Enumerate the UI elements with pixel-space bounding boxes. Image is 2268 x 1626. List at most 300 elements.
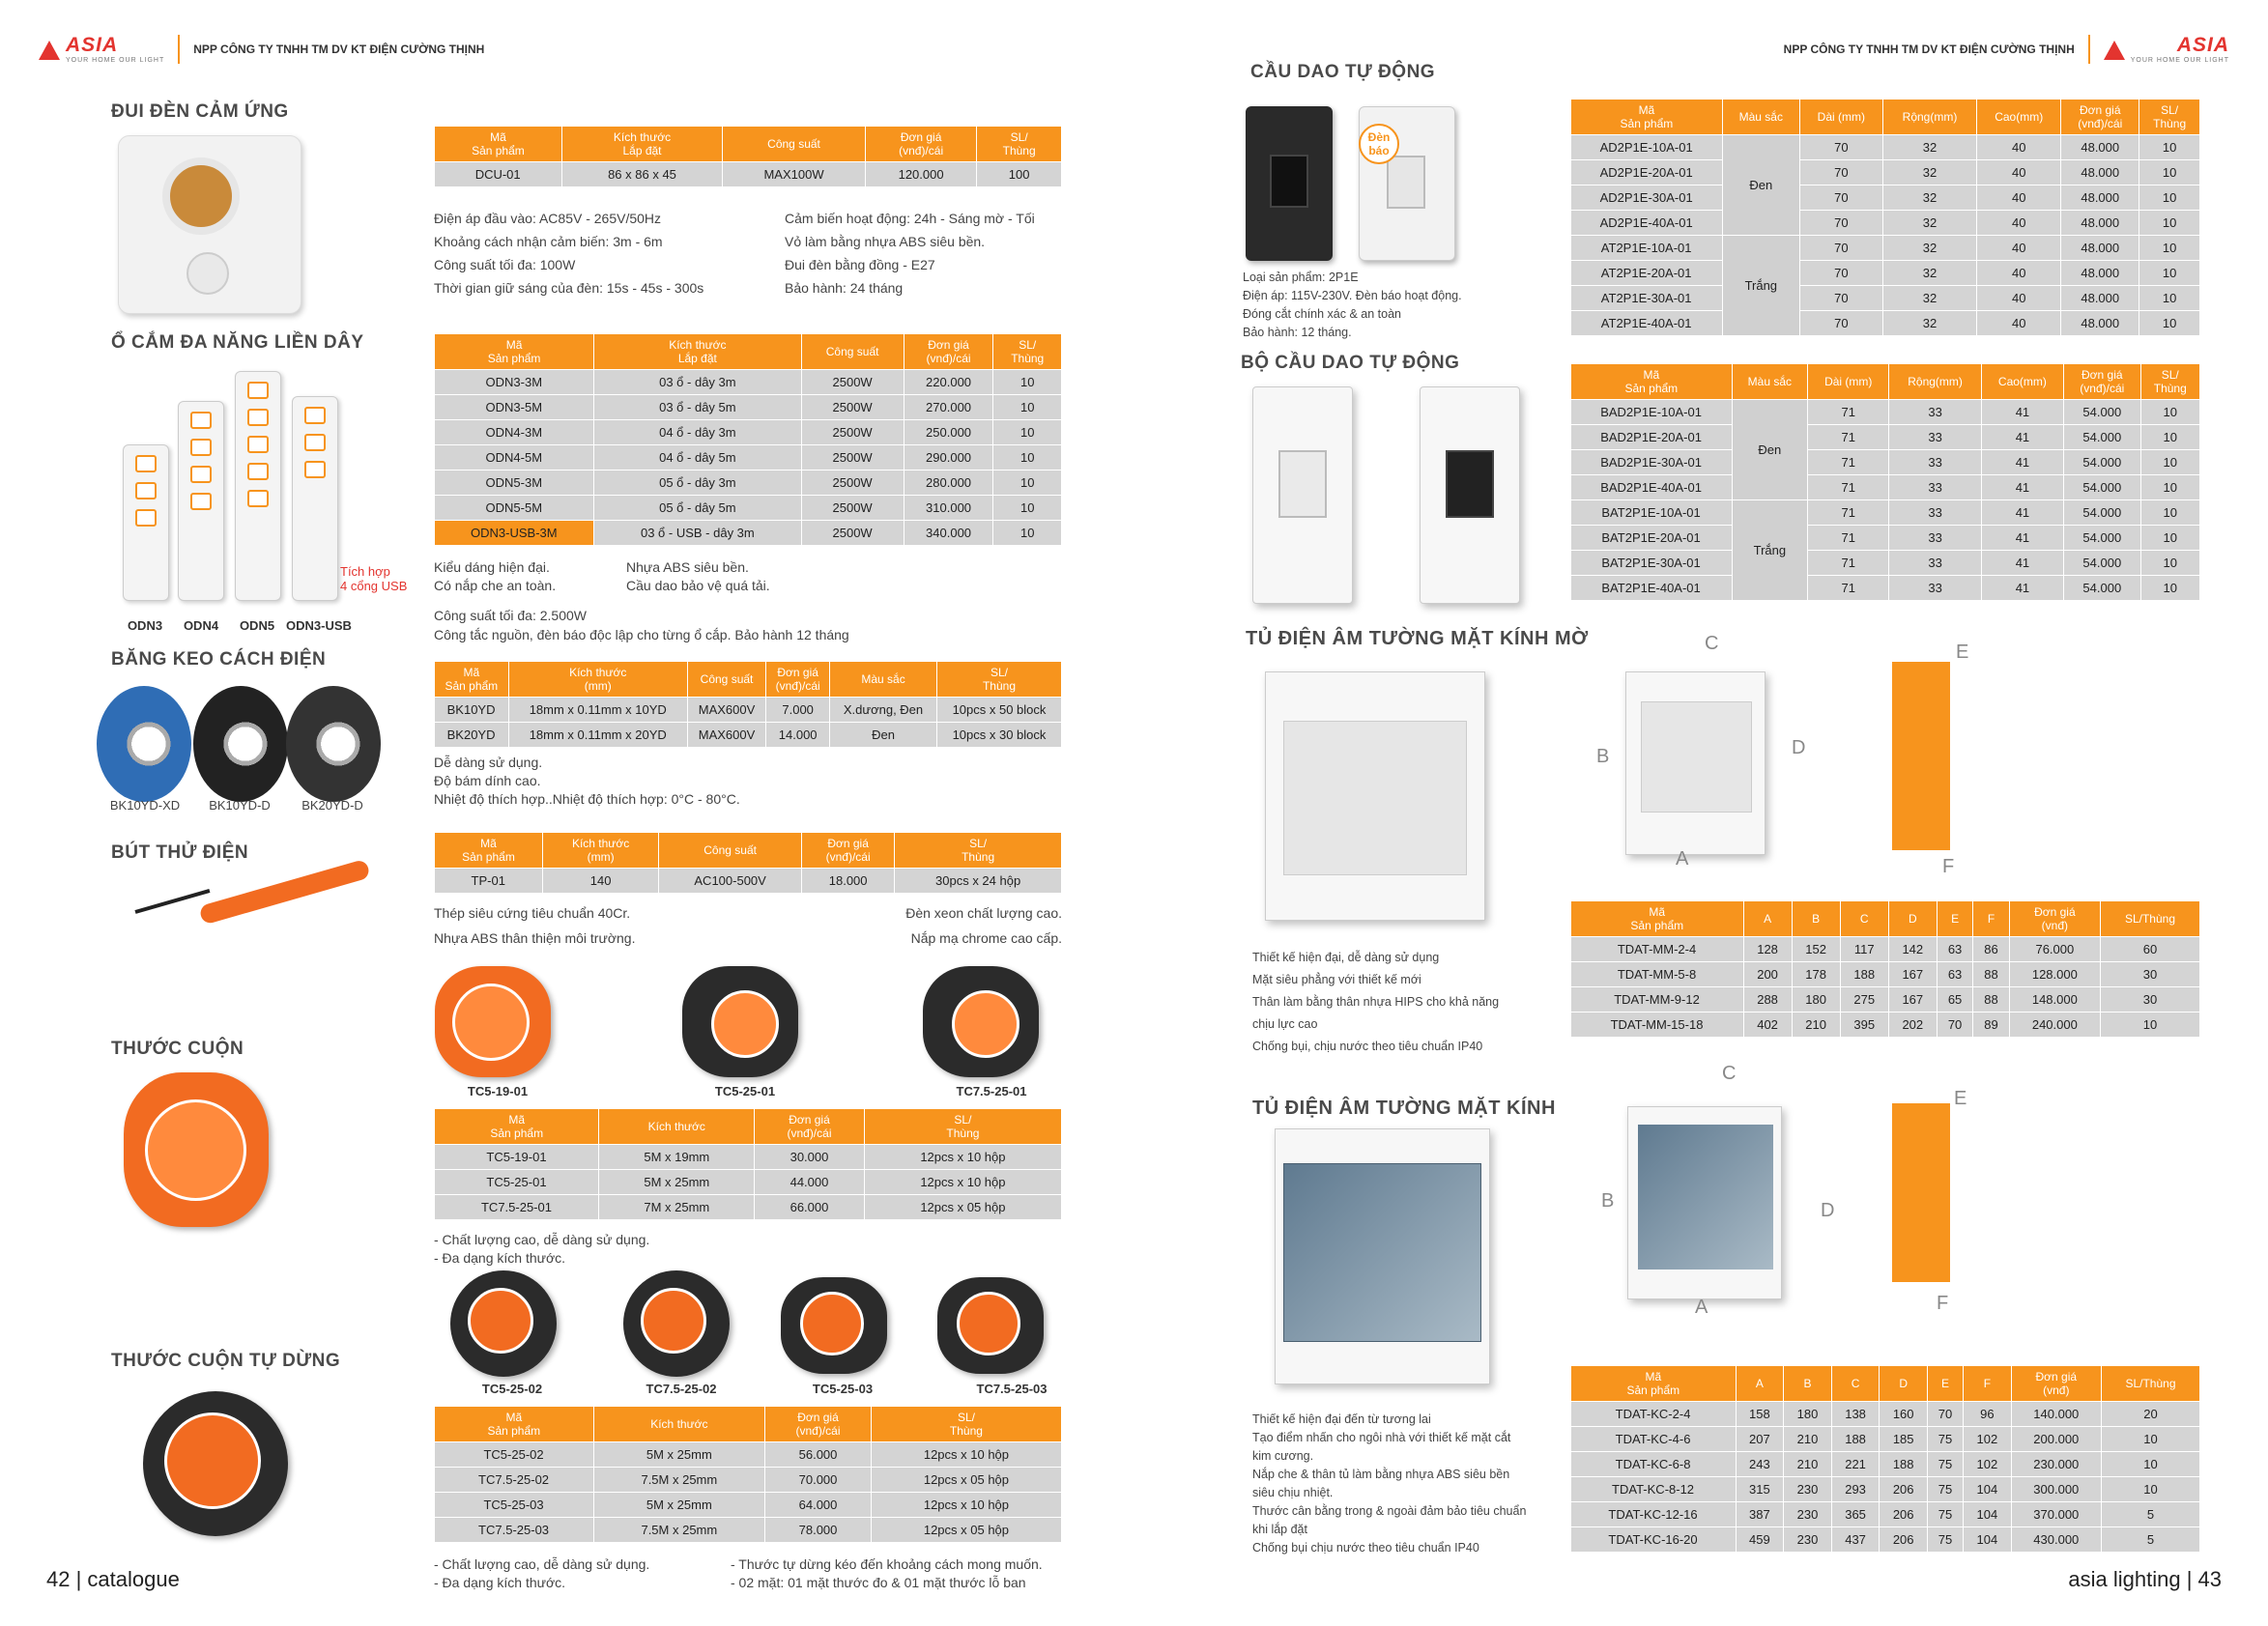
table-header-cell: Đơn giá (vnđ)/cái <box>755 1109 865 1145</box>
table-cell: 54.000 <box>2064 400 2140 425</box>
table-cell: 65 <box>1937 987 1972 1013</box>
table-cell: 03 ổ - dây 3m <box>594 370 801 395</box>
table-cell: 10 <box>2139 286 2200 311</box>
table-header-cell: Đơn giá (vnđ)/cái <box>765 1407 872 1442</box>
table-cell: TC7.5-25-02 <box>435 1468 594 1493</box>
note-line: Công suất tối đa: 100W <box>434 257 576 272</box>
table-cell: BAT2P1E-20A-01 <box>1571 526 1733 551</box>
table-thuoc-tu-dung <box>434 1406 1062 1543</box>
table-cell: 10 <box>2100 1013 2199 1038</box>
table-cell: 18mm x 0.11mm x 20YD <box>508 723 687 748</box>
table-cell: 250.000 <box>904 420 993 445</box>
table-cell: 71 <box>1808 526 1889 551</box>
table-cell: 71 <box>1808 475 1889 500</box>
note-line: - 02 mặt: 01 mặt thước đo & 01 mặt thước lỗ ban <box>731 1575 1026 1590</box>
table-cell: 10pcs x 30 block <box>936 723 1061 748</box>
table-header-cell: D <box>1880 1366 1928 1402</box>
table-cell: 10 <box>2101 1427 2199 1452</box>
table-cell: 32 <box>1882 211 1976 236</box>
cabinet-glass-dim-image <box>1627 1106 1782 1299</box>
table-cell: 185 <box>1880 1427 1928 1452</box>
tape-measure-main-image <box>124 1072 269 1227</box>
table-row <box>435 521 1062 546</box>
caption-tc5-25-01: TC5-25-01 <box>714 1084 776 1098</box>
table-header-cell: Kích thước Lắp đặt <box>561 127 722 162</box>
table-header-cell: Cao(mm) <box>1981 364 2063 400</box>
brand-name: ASIA <box>66 34 119 56</box>
table-cell: 5 <box>2101 1527 2199 1553</box>
asia-logo-icon <box>39 39 60 60</box>
table-cell: 76.000 <box>2009 937 2100 962</box>
dim-label-b-kinh: B <box>1601 1190 1615 1212</box>
table-cell: 437 <box>1831 1527 1880 1553</box>
table-cell: 12pcs x 10 hộp <box>864 1170 1061 1195</box>
tape-black-image <box>193 686 288 802</box>
table-header-cell: Mã Sản phẩm <box>435 127 562 162</box>
table-cell: 03 ổ - dây 5m <box>594 395 801 420</box>
table-header-cell: Mã Sản phẩm <box>1571 1366 1737 1402</box>
note-line: Thiết kế hiện đại, dễ dàng sử dụng <box>1252 951 1440 964</box>
table-cell: TDAT-KC-8-12 <box>1571 1477 1737 1502</box>
table-cell: 32 <box>1882 236 1976 261</box>
table-cell: 220.000 <box>904 370 993 395</box>
table-row <box>435 1442 1062 1468</box>
table-cell: AT2P1E-10A-01 <box>1571 236 1723 261</box>
table-cell: 70 <box>1799 185 1882 211</box>
table-row <box>1571 526 2200 551</box>
table-row <box>435 1493 1062 1518</box>
usb-note: Tích hợp 4 cổng USB <box>340 564 408 593</box>
table-cell: TC7.5-25-03 <box>435 1518 594 1543</box>
footer-right: asia lighting | 43 <box>2068 1567 2222 1591</box>
table-header-cell: A <box>1743 901 1792 937</box>
tape-black-20-image <box>286 686 381 802</box>
table-cell: 104 <box>1964 1502 2012 1527</box>
table-cell: 05 ổ - dây 5m <box>594 496 801 521</box>
table-cell: AD2P1E-40A-01 <box>1571 211 1723 236</box>
brand-name-right: ASIA <box>2176 34 2229 56</box>
table-cell: 210 <box>1784 1452 1832 1477</box>
table-cell: 395 <box>1840 1013 1888 1038</box>
dim-label-d-kinh: D <box>1821 1200 1835 1221</box>
table-bang-keo <box>434 661 1062 748</box>
table-cell: 206 <box>1880 1527 1928 1553</box>
table-cell: 54.000 <box>2064 475 2140 500</box>
table-cell: 230 <box>1784 1527 1832 1553</box>
table-header-cell: B <box>1792 901 1840 937</box>
table-header-cell: F <box>1973 901 2009 937</box>
test-pen-image <box>135 870 387 927</box>
table-cell: 5 <box>2101 1502 2199 1527</box>
table-header-cell: SL/ Thùng <box>936 662 1061 698</box>
notes-dui-den-right <box>785 207 1035 300</box>
table-cell: 5M x 25mm <box>593 1442 765 1468</box>
table-cell: 370.000 <box>2011 1502 2101 1527</box>
table-cell: BK20YD <box>435 723 509 748</box>
table-cell: 104 <box>1964 1477 2012 1502</box>
table-cell: 63 <box>1937 937 1972 962</box>
table-row <box>435 445 1062 471</box>
table-cell: ODN3-5M <box>435 395 594 420</box>
table-cell: 70 <box>1937 1013 1972 1038</box>
table-header-row <box>435 833 1062 869</box>
table-cell: 70 <box>1799 211 1882 236</box>
table-cell: 207 <box>1736 1427 1784 1452</box>
table-cell: 10 <box>2139 135 2200 160</box>
section-title-o-cam: Ổ CẮM ĐA NĂNG LIỀN DÂY <box>111 332 364 353</box>
table-cell: 33 <box>1889 500 1981 526</box>
table-header-cell: F <box>1964 1366 2012 1402</box>
note-line: khi lắp đặt <box>1252 1523 1307 1536</box>
table-cell: 70 <box>1799 160 1882 185</box>
note-line: Công suất tối đa: 2.500W <box>434 608 587 623</box>
table-cell: 10 <box>993 395 1062 420</box>
table-cell: DCU-01 <box>435 162 562 187</box>
table-row <box>1571 450 2200 475</box>
table-cell: Đen <box>830 723 937 748</box>
table-bo-cau-dao <box>1570 363 2200 601</box>
table-cell: BAD2P1E-30A-01 <box>1571 450 1733 475</box>
table-header-cell: Đơn giá (vnđ)/cái <box>904 334 993 370</box>
table-cell: 140.000 <box>2011 1402 2101 1427</box>
table-cell: 387 <box>1736 1502 1784 1527</box>
table-cell: 30 <box>2100 962 2199 987</box>
table-row <box>1571 211 2200 236</box>
table-cell: 70.000 <box>765 1468 872 1493</box>
dim-label-a-kinh: A <box>1695 1297 1708 1318</box>
table-tu-mo <box>1570 900 2200 1038</box>
table-cell: 7.000 <box>766 698 830 723</box>
table-cell: BAT2P1E-40A-01 <box>1571 576 1733 601</box>
table-header-cell: E <box>1937 901 1972 937</box>
table-cell: 430.000 <box>2011 1527 2101 1553</box>
table-header-cell: Kích thước (mm) <box>508 662 687 698</box>
table-cell: 200 <box>1743 962 1792 987</box>
table-row <box>435 471 1062 496</box>
caption-tc5-19-01: TC5-19-01 <box>467 1084 529 1098</box>
table-header-cell: Mã Sản phẩm <box>435 662 509 698</box>
table-cell: 33 <box>1889 475 1981 500</box>
table-cell: 54.000 <box>2064 450 2140 475</box>
table-cell: 71 <box>1808 576 1889 601</box>
table-header-row <box>1571 1366 2200 1402</box>
table-header-cell: Dài (mm) <box>1808 364 1889 400</box>
table-row <box>1571 500 2200 526</box>
table-cell: 10 <box>2140 500 2200 526</box>
caption-tc7-25-02: TC7.5-25-02 <box>646 1382 717 1396</box>
dim-label-d-mo: D <box>1792 737 1806 758</box>
table-cell: 33 <box>1889 450 1981 475</box>
note-line: Thân làm bằng thân nhựa HIPS cho khả năng <box>1252 995 1500 1009</box>
note-line: Vỏ làm bằng nhựa ABS siêu bền. <box>785 234 986 249</box>
table-row <box>1571 135 2200 160</box>
table-cell: 75 <box>1927 1427 1963 1452</box>
table-row <box>1571 261 2200 286</box>
dim-label-c-mo: C <box>1705 633 1719 654</box>
table-cell: AT2P1E-30A-01 <box>1571 286 1723 311</box>
caption-tc5-25-03: TC5-25-03 <box>812 1382 874 1396</box>
caption-odn3: ODN3 <box>127 618 163 633</box>
table-cell: 459 <box>1736 1527 1784 1553</box>
table-cell: 20 <box>2101 1402 2199 1427</box>
table-cell: 288 <box>1743 987 1792 1013</box>
table-cell: 10 <box>2140 425 2200 450</box>
table-row <box>1571 551 2200 576</box>
breaker-black-image <box>1246 106 1333 261</box>
table-cell: 32 <box>1882 286 1976 311</box>
table-row <box>435 420 1062 445</box>
table-cell: 148.000 <box>2009 987 2100 1013</box>
table-cau-dao <box>1570 99 2200 336</box>
table-header-cell: Đơn giá (vnđ)/cái <box>2064 364 2140 400</box>
table-cell: BAD2P1E-40A-01 <box>1571 475 1733 500</box>
table-cell: 202 <box>1888 1013 1937 1038</box>
table-cell: 2500W <box>801 370 904 395</box>
note-line: - Chất lượng cao, dễ dàng sử dụng. <box>434 1556 650 1572</box>
table-cell: 04 ổ - dây 3m <box>594 420 801 445</box>
table-cell: 05 ổ - dây 3m <box>594 471 801 496</box>
notes-bang-keo <box>434 754 740 809</box>
table-cell: X.dương, Đen <box>830 698 937 723</box>
table-cell: TC5-25-03 <box>435 1493 594 1518</box>
section-title-cau-dao: CẦU DAO TỰ ĐỘNG <box>1250 62 1436 82</box>
table-cell: ODN3-3M <box>435 370 594 395</box>
table-header-row <box>435 662 1062 698</box>
table-row <box>435 1468 1062 1493</box>
table-header-cell: Cao(mm) <box>1977 100 2061 135</box>
dim-label-a-mo: A <box>1676 848 1689 870</box>
table-cell: TDAT-MM-15-18 <box>1571 1013 1744 1038</box>
table-cell: 71 <box>1808 400 1889 425</box>
table-cell: 12pcs x 05 hộp <box>871 1468 1061 1493</box>
table-row <box>1571 425 2200 450</box>
table-header-cell: Mã Sản phẩm <box>1571 364 1733 400</box>
table-cell: 138 <box>1831 1402 1880 1427</box>
table-header-cell: SL/ Thùng <box>2139 100 2200 135</box>
table-cell: BAT2P1E-30A-01 <box>1571 551 1733 576</box>
table-cell: 88 <box>1973 987 2009 1013</box>
table-cell: 402 <box>1743 1013 1792 1038</box>
indicator-badge: Đèn báo <box>1359 124 1399 164</box>
outlet-odn3-image <box>123 444 169 601</box>
table-cell: 54.000 <box>2064 526 2140 551</box>
table-header-row <box>435 334 1062 370</box>
table-header-cell: Mã Sản phẩm <box>435 833 543 869</box>
table-cell: 48.000 <box>2061 236 2139 261</box>
cabinet-frosted-dim-image <box>1625 671 1766 855</box>
table-cell: 54.000 <box>2064 551 2140 576</box>
dim-label-f-mo: F <box>1942 856 1955 877</box>
table-header-cell: Màu sắc <box>1722 100 1799 135</box>
note-line: Có nắp che an toàn. <box>434 578 557 593</box>
table-cell: 102 <box>1964 1427 2012 1452</box>
table-cell: 10 <box>993 471 1062 496</box>
table-cell: 18mm x 0.11mm x 10YD <box>508 698 687 723</box>
table-cell: 89 <box>1973 1013 2009 1038</box>
table-cell: 12pcs x 10 hộp <box>871 1493 1061 1518</box>
note-line: Công tắc nguồn, đèn báo độc lập cho từng ổ cắp. Bảo hành 12 tháng <box>434 627 849 642</box>
note-line: Nắp mạ chrome cao cấp. <box>910 930 1062 946</box>
table-cell: MAX600V <box>687 723 765 748</box>
outlet-odn5-image <box>235 371 281 601</box>
table-cell: 56.000 <box>765 1442 872 1468</box>
table-cell: 40 <box>1977 286 2061 311</box>
table-cell: 32 <box>1882 261 1976 286</box>
table-row <box>1571 286 2200 311</box>
table-cell: 70 <box>1927 1402 1963 1427</box>
notes-tu-mo <box>1252 947 1499 1058</box>
table-header-cell: SL/ Thùng <box>977 127 1062 162</box>
note-line: Bảo hành: 12 tháng. <box>1243 326 1352 339</box>
note-line: Thép siêu cứng tiêu chuẩn 40Cr. <box>434 905 631 921</box>
table-cell: 70 <box>1799 236 1882 261</box>
table-cell: 188 <box>1880 1452 1928 1477</box>
table-cell: 70 <box>1799 261 1882 286</box>
table-cell: 88 <box>1973 962 2009 987</box>
table-cell: BK10YD <box>435 698 509 723</box>
notes-thuoc-tu-dung-left <box>434 1555 649 1592</box>
table-row <box>1571 576 2200 601</box>
table-thuoc-cuon <box>434 1108 1062 1220</box>
table-cell: 41 <box>1981 500 2063 526</box>
note-line: kim cương. <box>1252 1449 1314 1463</box>
table-cell: 40 <box>1977 236 2061 261</box>
company-name: NPP CÔNG TY TNHH TM DV KT ĐIỆN CƯỜNG THỊNH <box>193 43 485 56</box>
table-cell: 33 <box>1889 551 1981 576</box>
table-cell: 48.000 <box>2061 286 2139 311</box>
table-cell: 310.000 <box>904 496 993 521</box>
table-cell: 300.000 <box>2011 1477 2101 1502</box>
table-cell: 104 <box>1964 1527 2012 1553</box>
table-row <box>1571 1452 2200 1477</box>
company-name-right: NPP CÔNG TY TNHH TM DV KT ĐIỆN CƯỜNG THỊNH <box>1783 43 2075 56</box>
table-cell: 10 <box>2101 1452 2199 1477</box>
table-cell: 10 <box>2139 261 2200 286</box>
note-line: siêu chịu nhiệt. <box>1252 1486 1334 1499</box>
table-cell: ODN5-5M <box>435 496 594 521</box>
table-header-row <box>1571 364 2200 400</box>
table-cell: 12pcs x 05 hộp <box>864 1195 1061 1220</box>
table-cell: 75 <box>1927 1452 1963 1477</box>
note-line: Kiểu dáng hiện đại. <box>434 559 550 575</box>
table-cell: 117 <box>1840 937 1888 962</box>
table-cell: 64.000 <box>765 1493 872 1518</box>
dim-label-b-mo: B <box>1596 746 1610 767</box>
table-header-cell: Mã Sản phẩm <box>435 1407 594 1442</box>
notes-thuoc-tu-dung-right <box>731 1555 1043 1592</box>
caption-bk20yd-d: BK20YD-D <box>301 798 363 813</box>
table-cell: 32 <box>1882 135 1976 160</box>
table-cell: 210 <box>1784 1427 1832 1452</box>
table-cell: AC100-500V <box>659 869 802 894</box>
table-cell: 210 <box>1792 1013 1840 1038</box>
table-cell: 41 <box>1981 400 2063 425</box>
table-row <box>1571 1402 2200 1427</box>
table-cell: Trắng <box>1722 236 1799 336</box>
table-cell: 75 <box>1927 1527 1963 1553</box>
notes-o-cam-b <box>626 558 770 595</box>
caption-tc7-25-03: TC7.5-25-03 <box>976 1382 1048 1396</box>
table-cell: MAX600V <box>687 698 765 723</box>
table-cell: 86 <box>1973 937 2009 962</box>
table-header-cell: Kích thước Lắp đặt <box>594 334 801 370</box>
section-title-dui-den: ĐUI ĐÈN CẢM ỨNG <box>111 101 289 122</box>
table-header-row <box>1571 100 2200 135</box>
note-line: Thước cân bằng trong & ngoài đảm bảo tiêu chuẩn <box>1252 1504 1527 1518</box>
tape-measure-tc5-19-image <box>435 966 551 1077</box>
table-cell: AD2P1E-30A-01 <box>1571 185 1723 211</box>
cabinet-glass-image <box>1275 1128 1490 1384</box>
table-cell: 2500W <box>801 471 904 496</box>
table-cell: TDAT-MM-5-8 <box>1571 962 1744 987</box>
table-cell: 10 <box>2139 160 2200 185</box>
table-cell: 7M x 25mm <box>599 1195 755 1220</box>
table-header-cell: Đơn giá (vnđ)/cái <box>802 833 895 869</box>
table-cell: 7.5M x 25mm <box>593 1518 765 1543</box>
table-cell: 33 <box>1889 400 1981 425</box>
table-cell: 188 <box>1831 1427 1880 1452</box>
table-cell: ODN5-3M <box>435 471 594 496</box>
table-cell: 40 <box>1977 160 2061 185</box>
table-row <box>435 1518 1062 1543</box>
caption-odn5: ODN5 <box>239 618 275 633</box>
table-cell: 40 <box>1977 211 2061 236</box>
table-cell: 290.000 <box>904 445 993 471</box>
table-cell: 48.000 <box>2061 311 2139 336</box>
table-o-cam <box>434 333 1062 546</box>
note-line: Dễ dàng sử dụng. <box>434 755 543 770</box>
table-cell: 10 <box>993 420 1062 445</box>
table-cell: 04 ổ - dây 5m <box>594 445 801 471</box>
cabinet-frosted-image <box>1265 671 1485 921</box>
table-cell: 10 <box>993 370 1062 395</box>
table-header-cell: Đơn giá (vnđ) <box>2011 1366 2101 1402</box>
table-cell: 54.000 <box>2064 576 2140 601</box>
table-header-row <box>435 1109 1062 1145</box>
brand-sub-right: YOUR HOME OUR LIGHT <box>2130 57 2229 64</box>
note-line: Thiết kế hiện đại đến từ tương lai <box>1252 1412 1431 1426</box>
table-cell: 03 ổ - USB - dây 3m <box>594 521 801 546</box>
table-cell: 10 <box>2101 1477 2199 1502</box>
table-row <box>1571 1527 2200 1553</box>
table-header-cell: Công suất <box>659 833 802 869</box>
note-line: Cảm biến hoạt động: 24h - Sáng mờ - Tối <box>785 211 1035 226</box>
caption-odn4: ODN4 <box>183 618 219 633</box>
table-header-cell: Công suất <box>801 334 904 370</box>
table-cell: 41 <box>1981 450 2063 475</box>
table-row <box>1571 400 2200 425</box>
table-cell: 41 <box>1981 551 2063 576</box>
table-row <box>1571 160 2200 185</box>
table-cell: ODN4-5M <box>435 445 594 471</box>
table-cell: AT2P1E-40A-01 <box>1571 311 1723 336</box>
table-cell: 71 <box>1808 551 1889 576</box>
table-row <box>1571 1427 2200 1452</box>
table-cell: 41 <box>1981 475 2063 500</box>
section-title-tu-mo: TỦ ĐIỆN ÂM TƯỜNG MẶT KÍNH MỜ <box>1246 628 1589 649</box>
table-cell: 140 <box>542 869 658 894</box>
table-cell: 41 <box>1981 425 2063 450</box>
table-header-cell: C <box>1840 901 1888 937</box>
table-cell: 12pcs x 10 hộp <box>871 1442 1061 1468</box>
table-cell: 243 <box>1736 1452 1784 1477</box>
table-cell: TC5-19-01 <box>435 1145 599 1170</box>
note-line: Nhựa ABS thân thiện môi trường. <box>434 930 636 946</box>
note-line: Đóng cắt chính xác & an toàn <box>1243 307 1401 321</box>
table-cell: ODN3-USB-3M <box>435 521 594 546</box>
caption-tc5-25-02: TC5-25-02 <box>481 1382 543 1396</box>
table-cell: 30 <box>2100 987 2199 1013</box>
